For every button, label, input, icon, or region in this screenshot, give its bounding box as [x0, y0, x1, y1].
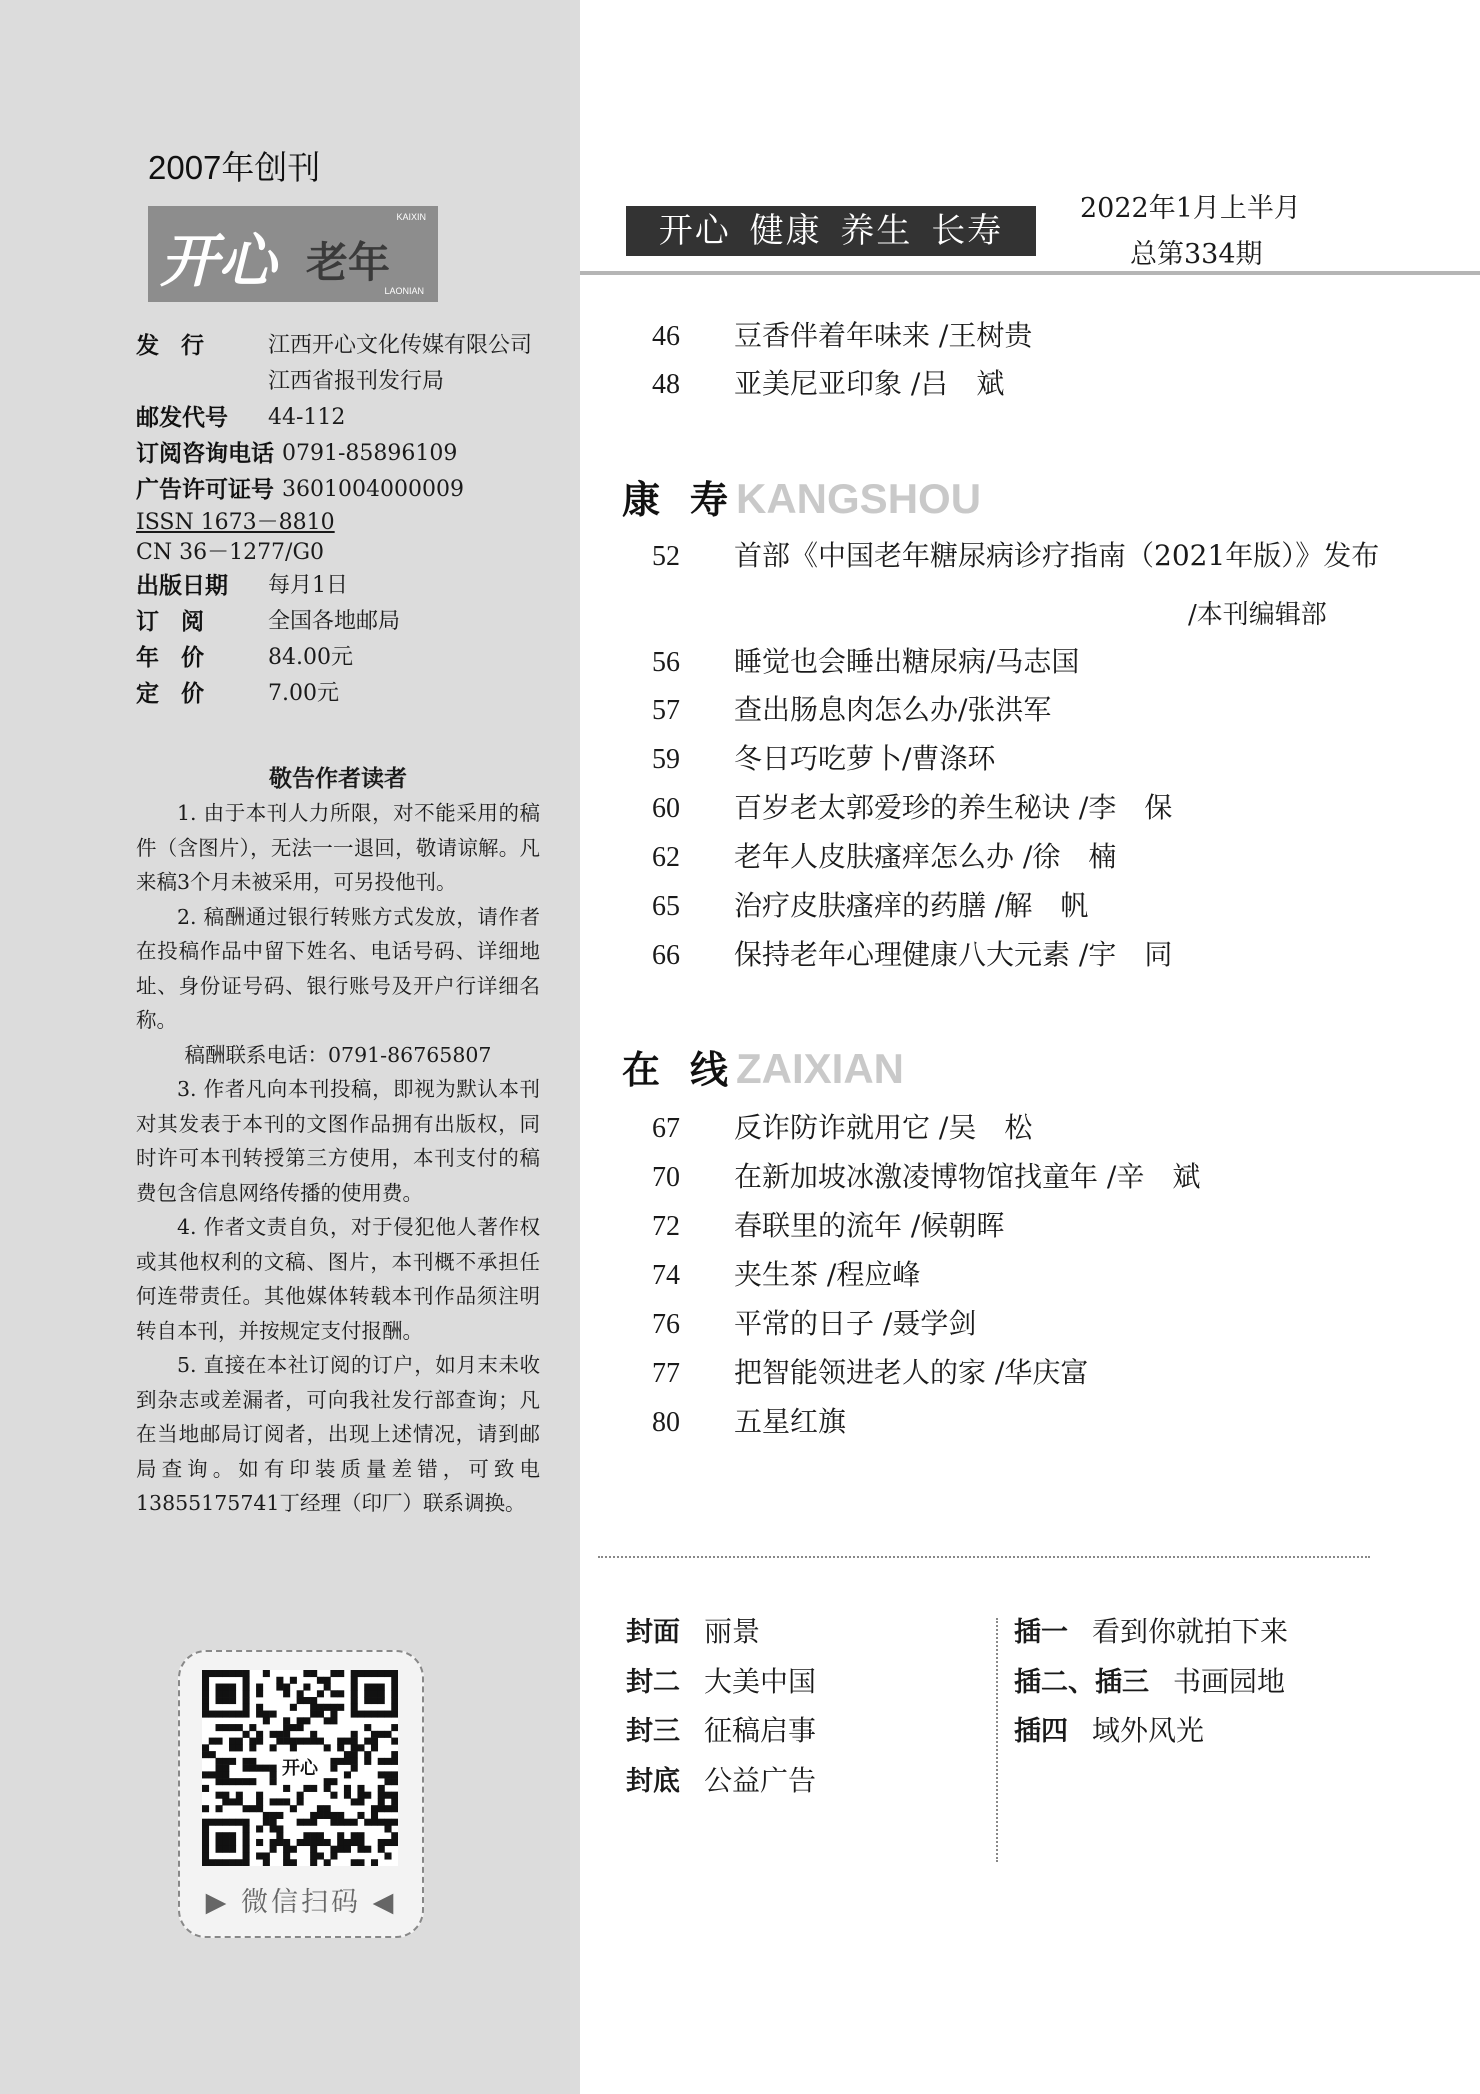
- insert-key: 插一: [1014, 1617, 1068, 1648]
- logo-main-text: 开心: [160, 227, 277, 295]
- dotted-divider: [598, 1556, 1370, 1558]
- insert-key: 插四: [1014, 1716, 1068, 1747]
- cover-key: 封三: [626, 1716, 680, 1747]
- insert-item: [1014, 1711, 1204, 1751]
- qr-caption: ▶ 微信扫码 ◀: [205, 1887, 397, 1918]
- notice-body: [136, 796, 540, 1521]
- toc-title: 保持老年心理健康八大元素 /宇 同: [734, 938, 1173, 971]
- insert-key: 插二、插三: [1014, 1667, 1149, 1698]
- toc-title: 亚美尼亚印象 /吕 斌: [734, 367, 1005, 400]
- insert-value: 看到你就拍下来: [1092, 1615, 1289, 1648]
- insert-value: 域外风光: [1092, 1714, 1205, 1747]
- toc-title: 反诈防诈就用它 /吴 松: [734, 1111, 1033, 1144]
- toc-title: 百岁老太郭爱珍的养生秘诀 /李 保: [734, 791, 1173, 824]
- toc-item[interactable]: [652, 1255, 920, 1295]
- cover-value: 征稿启事: [704, 1714, 817, 1747]
- toc-item[interactable]: [652, 886, 1088, 926]
- toc-item[interactable]: [652, 316, 1032, 356]
- publisher-2: 江西省报刊发行局: [268, 369, 445, 394]
- publisher-label: 发行: [136, 333, 226, 359]
- section-heading-kangshou: [622, 474, 981, 524]
- toc-item[interactable]: [652, 935, 1172, 975]
- toc-title: 五星红旗: [734, 1405, 847, 1438]
- qr-code-graphic: [202, 1670, 398, 1866]
- toc-page: 48: [652, 369, 680, 400]
- toc-page: 80: [652, 1407, 680, 1438]
- toc-page: 57: [652, 695, 680, 726]
- toc-title: 在新加坡冰激凌博物馆找童年 /辛 斌: [734, 1160, 1201, 1193]
- section-cn: 康寿: [622, 478, 759, 522]
- toc-title: 豆香伴着年味来 /王树贵: [734, 319, 1033, 352]
- cover-key: 封底: [626, 1766, 680, 1797]
- toc-item[interactable]: [652, 642, 1079, 682]
- annual-price-label: 年价: [136, 645, 226, 671]
- toc-item[interactable]: [652, 788, 1172, 828]
- cover-item: [626, 1761, 816, 1801]
- toc-page: 59: [652, 744, 680, 775]
- qr-center-logo: 开心: [282, 1758, 318, 1779]
- toc-item[interactable]: [652, 1353, 1088, 1393]
- publication-info: [136, 328, 566, 712]
- subscribe-channel: 全国各地邮局: [268, 609, 401, 634]
- toc-page: 56: [652, 647, 680, 678]
- notice-paragraph: 1. 由于本刊人力所限，对不能采用的稿件（含图片），无法一一退回，敬请谅解。凡来稿3个月未被采用，可另投他刊。: [136, 801, 540, 894]
- qr-code-icon[interactable]: [202, 1670, 398, 1866]
- toc-item[interactable]: [652, 1108, 1032, 1148]
- wechat-qr-block[interactable]: [178, 1650, 424, 1938]
- toc-title: 冬日巧吃萝卜/曹涤环: [734, 742, 996, 775]
- ad-license: 3601004000009: [282, 477, 464, 502]
- cover-key: 封面: [626, 1617, 680, 1648]
- toc-item[interactable]: [652, 1304, 976, 1344]
- toc-item[interactable]: [652, 536, 1379, 576]
- postal-code: 44-112: [268, 405, 346, 430]
- cover-item: [626, 1662, 816, 1702]
- cover-value: 大美中国: [704, 1665, 817, 1698]
- subscribe-label: 订阅: [136, 609, 226, 635]
- notice-paragraph: 3. 作者凡向本刊投稿，即视为默认本刊对其发表于本刊的文图作品拥有出版权，同时许可本刊转授第三方使用，本刊支付的稿费包含信息网络传播的使用费。: [136, 1077, 540, 1205]
- section-heading-zaixian: [622, 1044, 904, 1094]
- toc-page: 46: [652, 321, 680, 352]
- toc-item[interactable]: [652, 364, 1004, 404]
- publisher-1: 江西开心文化传媒有限公司: [268, 333, 533, 358]
- toc-page: 52: [652, 541, 680, 572]
- toc-item[interactable]: [652, 1402, 846, 1442]
- sidebar: [0, 0, 580, 2094]
- insert-item: [1014, 1662, 1285, 1702]
- subscribe-phone: 0791-85896109: [282, 441, 458, 466]
- toc-item[interactable]: [652, 739, 995, 779]
- issn: ISSN 1673－8810: [136, 510, 335, 535]
- toc-title: 查出肠息肉怎么办/张洪军: [734, 693, 1052, 726]
- vertical-dotted-divider: [996, 1618, 998, 1862]
- toc-title: 把智能领进老人的家 /华庆富: [734, 1356, 1089, 1389]
- unit-price-label: 定价: [136, 681, 226, 707]
- cover-item: [626, 1612, 760, 1652]
- toc-page: 74: [652, 1260, 680, 1291]
- cover-item: [626, 1711, 816, 1751]
- subscribe-phone-label: 订阅咨询电话: [136, 441, 274, 467]
- postal-code-label: 邮发代号: [136, 405, 228, 431]
- toc-page: 67: [652, 1113, 680, 1144]
- toc-title: 首部《中国老年糖尿病诊疗指南（2021年版）》发布: [734, 539, 1380, 572]
- cn-number: CN 36－1277/G0: [136, 540, 325, 565]
- toc-title: 平常的日子 /聂学剑: [734, 1307, 977, 1340]
- logo-sub-text: 老年: [306, 238, 391, 287]
- toc-page: 65: [652, 891, 680, 922]
- toc-title: 治疗皮肤瘙痒的药膳 /解 帆: [734, 889, 1089, 922]
- pub-date-label: 出版日期: [136, 573, 228, 599]
- toc-page: 70: [652, 1162, 680, 1193]
- notice-paragraph: 稿酬联系电话：0791-86765807: [184, 1042, 492, 1067]
- annual-price: 84.00元: [268, 645, 353, 670]
- toc-page: 76: [652, 1309, 680, 1340]
- section-en: KANGSHOU: [736, 475, 982, 522]
- toc-item[interactable]: [652, 1206, 1004, 1246]
- toc-byline: /本刊编辑部: [1188, 600, 1327, 630]
- toc-item[interactable]: [652, 1157, 1200, 1197]
- toc-page: 72: [652, 1211, 680, 1242]
- section-en: ZAIXIAN: [736, 1045, 905, 1092]
- issue-number: 总第334期: [1130, 239, 1263, 270]
- cover-key: 封二: [626, 1667, 680, 1698]
- ad-license-label: 广告许可证号: [136, 477, 274, 503]
- toc-page: 77: [652, 1358, 680, 1389]
- unit-price: 7.00元: [268, 681, 339, 706]
- insert-item: [1014, 1612, 1288, 1652]
- pub-date: 每月1日: [268, 573, 348, 598]
- slogan-banner: 开心 健康 养生 长寿: [626, 206, 1036, 256]
- notice-paragraph: 2. 稿酬通过银行转账方式发放，请作者在投稿作品中留下姓名、电话号码、详细地址、身份证号码、银行账号及开户行详细名称。: [136, 904, 540, 1032]
- insert-value: 书画园地: [1173, 1665, 1286, 1698]
- cover-value: 公益广告: [704, 1764, 817, 1797]
- notice-paragraph: 5. 直接在本社订阅的订户，如月末未收到杂志或差漏者，可向我社发行部查询；凡在当地邮局订阅者，出现上述情况，请到邮局查询。如有印装质量差错，可致电13855175741丁经理（印厂）联系调换。: [136, 1353, 540, 1515]
- toc-page: 62: [652, 842, 680, 873]
- notice-paragraph: 4. 作者文责自负，对于侵犯他人著作权或其他权利的文稿、图片，本刊概不承担任何连带责任。其他媒体转载本刊作品须注明转自本刊，并按规定支付报酬。: [136, 1215, 540, 1343]
- magazine-logo: [148, 206, 438, 302]
- toc-page: 60: [652, 793, 680, 824]
- toc-item[interactable]: [652, 837, 1116, 877]
- header-divider: [580, 271, 1480, 275]
- toc-title: 老年人皮肤瘙痒怎么办 /徐 楠: [734, 840, 1117, 873]
- logo-pinyin-bottom: LAONIAN: [384, 286, 424, 296]
- founded-year: 2007年创刊: [148, 149, 321, 186]
- toc-title: 睡觉也会睡出糖尿病/马志国: [734, 645, 1080, 678]
- section-cn: 在线: [622, 1048, 759, 1092]
- toc-page: 66: [652, 940, 680, 971]
- cover-value: 丽景: [704, 1615, 761, 1648]
- toc-title: 春联里的流年 /候朝晖: [734, 1209, 1005, 1242]
- issue-date: 2022年1月上半月: [1080, 193, 1301, 224]
- notice-title: 敬告作者读者: [269, 766, 407, 792]
- toc-title: 夹生茶 /程应峰: [734, 1258, 921, 1291]
- logo-pinyin-top: KAIXIN: [396, 212, 426, 222]
- toc-item[interactable]: [652, 690, 1051, 730]
